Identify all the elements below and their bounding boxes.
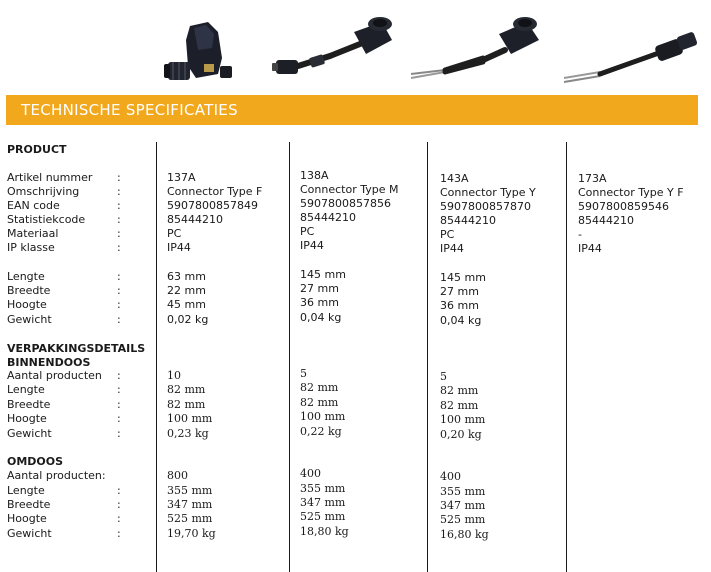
column-divider [427, 142, 428, 572]
row-label-artikel: Artikel nummer [7, 171, 93, 184]
row-separator: : [117, 484, 121, 497]
row-separator: : [117, 313, 121, 326]
row-separator: : [117, 241, 121, 254]
cell-ip: IP44 [167, 241, 191, 254]
row-separator: : [117, 213, 121, 226]
cell-gewicht: 0,02 kg [167, 313, 209, 326]
row-separator: : [117, 427, 121, 440]
cell-bd_breedte: 82 mm [167, 398, 206, 411]
cell-omschrijving: Connector Type M [300, 183, 399, 196]
row-separator: : [117, 498, 121, 511]
row-separator: : [117, 527, 121, 540]
cell-od_aantal: 800 [167, 469, 188, 482]
row-label-breedte: Breedte [7, 498, 51, 511]
section-heading-verpakking: VERPAKKINGSDETAILS [7, 342, 146, 355]
banner-title: TECHNISCHE SPECIFICATIES [21, 101, 238, 119]
cell-artikel: 173A [578, 172, 607, 185]
cell-statistiek: 85444210 [167, 213, 223, 226]
cell-ean: 5907800857856 [300, 197, 391, 210]
connector-type-m-image [270, 12, 400, 82]
row-separator: : [117, 284, 121, 297]
row-separator: : [117, 199, 121, 212]
cell-bd_breedte: 82 mm [300, 396, 339, 409]
cell-od_hoogte: 525 mm [300, 510, 346, 523]
section-banner [6, 95, 698, 125]
cell-breedte: 27 mm [300, 282, 339, 295]
cell-od_aantal: 400 [300, 467, 321, 480]
cell-artikel: 137A [167, 171, 196, 184]
cell-od_lengte: 355 mm [300, 482, 346, 495]
row-separator: : [117, 383, 121, 396]
row-separator: : [117, 185, 121, 198]
cell-bd_lengte: 82 mm [300, 381, 339, 394]
row-label-aantal: Aantal producten [7, 369, 102, 382]
row-label-lengte: Lengte [7, 270, 45, 283]
row-label-ip: IP klasse [7, 241, 55, 254]
cell-statistiek: 85444210 [440, 214, 496, 227]
cell-ip: IP44 [300, 239, 324, 252]
cell-od_hoogte: 525 mm [167, 512, 213, 525]
row-label-aantal_omdoos: Aantal producten: [7, 469, 106, 482]
column-divider [566, 142, 567, 572]
cell-lengte: 145 mm [440, 271, 486, 284]
cell-materiaal: - [578, 228, 582, 241]
connector-type-y-image [405, 12, 545, 84]
cell-omschrijving: Connector Type F [167, 185, 263, 198]
cell-omschrijving: Connector Type Y [440, 186, 536, 199]
row-separator: : [117, 171, 121, 184]
cell-gewicht: 0,04 kg [300, 311, 342, 324]
cell-bd_gewicht: 0,20 kg [440, 428, 482, 441]
row-label-omschrijving: Omschrijving [7, 185, 80, 198]
cell-od_gewicht: 19,70 kg [167, 527, 216, 540]
row-label-gewicht: Gewicht [7, 527, 52, 540]
cell-ean: 5907800857849 [167, 199, 258, 212]
section-heading-omdoos: OMDOOS [7, 455, 64, 468]
row-separator: : [117, 298, 121, 311]
cell-statistiek: 85444210 [578, 214, 634, 227]
cell-bd_lengte: 82 mm [440, 384, 479, 397]
cell-od_gewicht: 18,80 kg [300, 525, 349, 538]
cell-bd_hoogte: 100 mm [167, 412, 213, 425]
cell-materiaal: PC [300, 225, 315, 238]
column-divider [156, 142, 157, 572]
cell-bd_hoogte: 100 mm [440, 413, 486, 426]
row-label-hoogte: Hoogte [7, 298, 47, 311]
cell-bd_gewicht: 0,23 kg [167, 427, 209, 440]
cell-od_breedte: 347 mm [300, 496, 346, 509]
cell-hoogte: 45 mm [167, 298, 206, 311]
cell-od_breedte: 347 mm [440, 499, 486, 512]
cell-bd_gewicht: 0,22 kg [300, 425, 342, 438]
section-heading-binnendoos: BINNENDOOS [7, 356, 91, 369]
connector-type-y-f-image [560, 22, 705, 86]
row-label-hoogte: Hoogte [7, 512, 47, 525]
cell-bd_breedte: 82 mm [440, 399, 479, 412]
row-label-breedte: Breedte [7, 398, 51, 411]
row-label-statistiek: Statistiekcode [7, 213, 86, 226]
cell-hoogte: 36 mm [440, 299, 479, 312]
row-label-hoogte: Hoogte [7, 412, 47, 425]
cell-od_breedte: 347 mm [167, 498, 213, 511]
cell-od_lengte: 355 mm [440, 485, 486, 498]
cell-ip: IP44 [578, 242, 602, 255]
column-divider [289, 142, 290, 572]
row-label-materiaal: Materiaal [7, 227, 59, 240]
cell-omschrijving: Connector Type Y F [578, 186, 684, 199]
cell-bd_aantal: 5 [440, 370, 447, 383]
row-label-gewicht: Gewicht [7, 313, 52, 326]
cell-od_lengte: 355 mm [167, 484, 213, 497]
row-separator: : [117, 512, 121, 525]
cell-materiaal: PC [440, 228, 455, 241]
row-separator: : [117, 398, 121, 411]
cell-breedte: 22 mm [167, 284, 206, 297]
section-heading-product: PRODUCT [7, 143, 67, 156]
row-separator: : [117, 227, 121, 240]
cell-bd_lengte: 82 mm [167, 383, 206, 396]
cell-artikel: 138A [300, 169, 329, 182]
cell-gewicht: 0,04 kg [440, 314, 482, 327]
product-images [0, 0, 711, 95]
connector-type-f-image [160, 18, 240, 84]
cell-ean: 5907800859546 [578, 200, 669, 213]
row-label-gewicht: Gewicht [7, 427, 52, 440]
row-separator: : [117, 270, 121, 283]
cell-bd_hoogte: 100 mm [300, 410, 346, 423]
row-label-breedte: Breedte [7, 284, 51, 297]
cell-ean: 5907800857870 [440, 200, 531, 213]
row-label-lengte: Lengte [7, 383, 45, 396]
cell-materiaal: PC [167, 227, 182, 240]
cell-bd_aantal: 5 [300, 367, 307, 380]
cell-od_hoogte: 525 mm [440, 513, 486, 526]
cell-hoogte: 36 mm [300, 296, 339, 309]
cell-ip: IP44 [440, 242, 464, 255]
cell-od_gewicht: 16,80 kg [440, 528, 489, 541]
cell-artikel: 143A [440, 172, 469, 185]
row-label-lengte: Lengte [7, 484, 45, 497]
cell-lengte: 63 mm [167, 270, 206, 283]
row-separator: : [117, 412, 121, 425]
cell-statistiek: 85444210 [300, 211, 356, 224]
cell-od_aantal: 400 [440, 470, 461, 483]
row-separator: : [117, 369, 121, 382]
cell-breedte: 27 mm [440, 285, 479, 298]
row-label-ean: EAN code [7, 199, 60, 212]
cell-lengte: 145 mm [300, 268, 346, 281]
cell-bd_aantal: 10 [167, 369, 181, 382]
